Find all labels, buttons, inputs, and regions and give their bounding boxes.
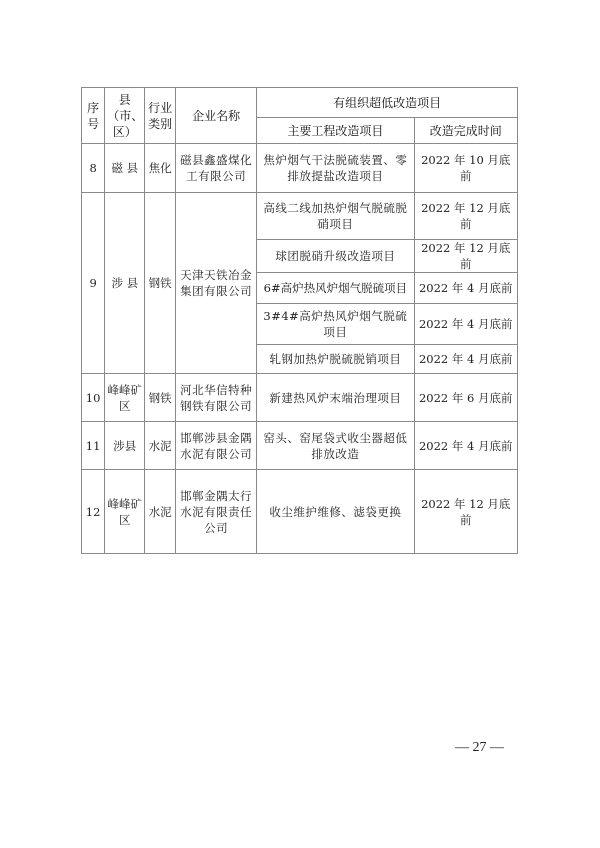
cell-no: 9	[82, 193, 105, 374]
cell-enterprise: 磁县鑫盛煤化工有限公司	[175, 144, 256, 193]
header-no: 序号	[82, 88, 105, 144]
cell-county: 峰峰矿区	[105, 470, 145, 554]
cell-project: 轧钢加热炉脱硫脱销项目	[257, 345, 414, 374]
cell-enterprise: 河北华信特种钢铁有限公司	[175, 374, 256, 422]
table-row	[82, 470, 518, 554]
cell-project: 新建热风炉末端治理项目	[257, 374, 414, 422]
projects-table	[81, 87, 518, 554]
cell-industry: 钢铁	[145, 374, 176, 422]
header-project: 主要工程改造项目	[257, 118, 414, 144]
cell-time: 2022 年 12 月底前	[414, 470, 518, 554]
cell-industry: 水泥	[145, 422, 176, 470]
cell-county: 涉 县	[105, 193, 145, 374]
cell-project: 6#高炉热风炉烟气脱硫项目	[257, 273, 414, 304]
cell-industry: 焦化	[145, 144, 176, 193]
cell-project: 高线二线加热炉烟气脱硫脱硝项目	[257, 193, 414, 240]
cell-project: 窑头、窑尾袋式收尘器超低排放改造	[257, 422, 414, 470]
table-row	[82, 422, 518, 470]
cell-time: 2022 年 4 月底前	[414, 304, 518, 345]
cell-county: 磁 县	[105, 144, 145, 193]
cell-county: 涉县	[105, 422, 145, 470]
page-number: — 27 —	[455, 740, 504, 755]
cell-enterprise: 天津天铁冶金集团有限公司	[175, 193, 256, 374]
header-group: 有组织超低改造项目	[257, 88, 518, 118]
cell-time: 2022 年 4 月底前	[414, 422, 518, 470]
cell-no: 8	[82, 144, 105, 193]
cell-project: 焦炉烟气干法脱硫装置、零排放提盐改造项目	[257, 144, 414, 193]
header-industry: 行业类别	[145, 88, 176, 144]
cell-project: 3#4#高炉热风炉烟气脱硫项目	[257, 304, 414, 345]
cell-time: 2022 年 12 月底前	[414, 240, 518, 273]
cell-no: 10	[82, 374, 105, 422]
cell-industry: 钢铁	[145, 193, 176, 374]
cell-industry: 水泥	[145, 470, 176, 554]
cell-enterprise: 邯郸金隅太行水泥有限责任公司	[175, 470, 256, 554]
table-row	[82, 374, 518, 422]
cell-project: 球团脱硝升级改造项目	[257, 240, 414, 273]
table-row	[82, 193, 518, 240]
table-row	[82, 144, 518, 193]
header-county: 县（市、区）	[105, 88, 145, 144]
cell-county: 峰峰矿区	[105, 374, 145, 422]
header-time: 改造完成时间	[414, 118, 518, 144]
cell-project: 收尘维护维修、滤袋更换	[257, 470, 414, 554]
cell-time: 2022 年 12 月底前	[414, 193, 518, 240]
cell-time: 2022 年 6 月底前	[414, 374, 518, 422]
cell-no: 12	[82, 470, 105, 554]
cell-time: 2022 年 4 月底前	[414, 345, 518, 374]
cell-time: 2022 年 10 月底前	[414, 144, 518, 193]
cell-enterprise: 邯郸涉县金隅水泥有限公司	[175, 422, 256, 470]
cell-time: 2022 年 4 月底前	[414, 273, 518, 304]
cell-no: 11	[82, 422, 105, 470]
header-enterprise: 企业名称	[175, 88, 256, 144]
